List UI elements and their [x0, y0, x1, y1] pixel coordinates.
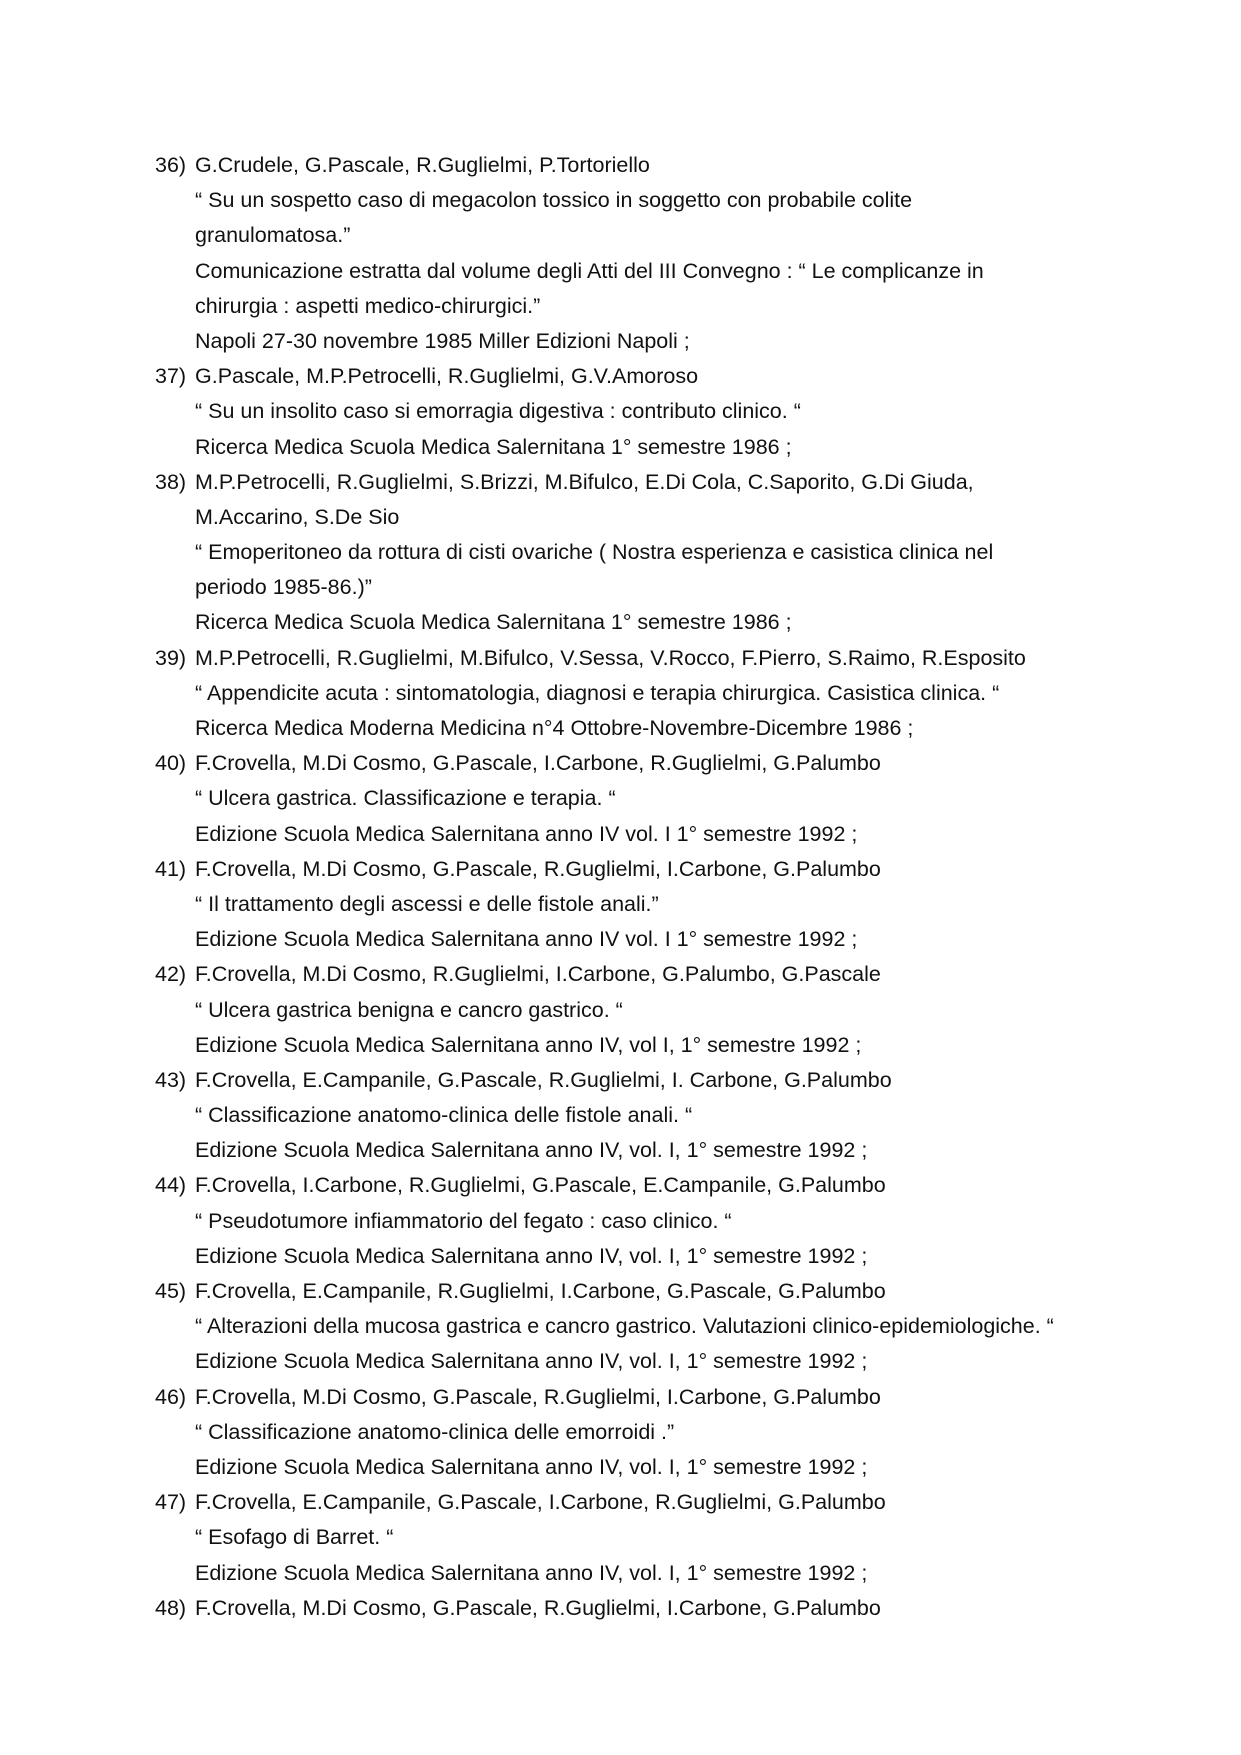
entry-number: 44) — [155, 1173, 187, 1198]
entry-authors: F.Crovella, M.Di Cosmo, G.Pascale, R.Guglielmi, I.Carbone, G.Palumbo — [195, 1595, 881, 1620]
entry-number: 41) — [155, 856, 187, 881]
entry-source: Ricerca Medica Moderna Medicina n°4 Ottobre-Novembre-Dicembre 1986 ; — [195, 716, 914, 740]
entry-title: “ Alterazioni della mucosa gastrica e cancro gastrico. Valutazioni clinico-epidemiologiche. “ — [195, 1314, 1054, 1339]
entry-number: 37) — [155, 364, 187, 389]
entry-number: 47) — [155, 1490, 187, 1515]
entry-title: “ Su un sospetto caso di megacolon tossico in soggetto con probabile colite — [195, 188, 913, 213]
entry-title: “ Emoperitoneo da rottura di cisti ovariche ( Nostra esperienza e casistica clinica nel — [195, 540, 994, 565]
entry-authors: F.Crovella, E.Campanile, R.Guglielmi, I.Carbone, G.Pascale, G.Palumbo — [195, 1279, 886, 1303]
entry-authors: G.Pascale, M.P.Petrocelli, R.Guglielmi, G.V.Amoroso — [195, 364, 699, 389]
entry-title: “ Ulcera gastrica benigna e cancro gastrico. “ — [195, 997, 623, 1022]
entry-source: Edizione Scuola Medica Salernitana anno IV, vol. I, 1° semestre 1992 ; — [195, 1243, 868, 1268]
entry-authors: F.Crovella, I.Carbone, R.Guglielmi, G.Pascale, E.Campanile, G.Palumbo — [195, 1173, 886, 1198]
entry-number: 40) — [155, 751, 187, 776]
entry-number: 43) — [155, 1067, 187, 1092]
entry-title: “ Esofago di Barret. “ — [195, 1525, 394, 1550]
entry-source: Ricerca Medica Scuola Medica Salernitana 1° semestre 1986 ; — [195, 610, 792, 635]
entry-number: 45) — [155, 1279, 187, 1303]
publication-list — [0, 148, 1241, 1626]
entry-authors: F.Crovella, E.Campanile, G.Pascale, R.Guglielmi, I. Carbone, G.Palumbo — [195, 1067, 892, 1092]
entry-title: “ Su un insolito caso si emorragia digestiva : contributo clinico. “ — [195, 399, 801, 424]
entry-title: “ Ulcera gastrica. Classificazione e terapia. “ — [195, 786, 616, 811]
entry-number: 46) — [155, 1384, 187, 1409]
entry-publisher: Napoli 27-30 novembre 1985 Miller Edizioni Napoli ; — [195, 328, 690, 353]
publication-entry — [0, 852, 1241, 958]
entry-authors: F.Crovella, M.Di Cosmo, R.Guglielmi, I.Carbone, G.Palumbo, G.Pascale — [195, 962, 881, 987]
publication-entry — [0, 1485, 1241, 1591]
publication-entry — [0, 641, 1241, 747]
entry-source: Edizione Scuola Medica Salernitana anno IV, vol. I, 1° semestre 1992 ; — [195, 1560, 868, 1585]
publication-entry — [0, 746, 1241, 852]
entry-source: Edizione Scuola Medica Salernitana anno IV, vol. I, 1° semestre 1992 ; — [195, 1349, 868, 1374]
entry-authors-continued: M.Accarino, S.De Sio — [195, 504, 400, 529]
publication-entry — [0, 1591, 1241, 1626]
entry-title-continued: periodo 1985-86.)” — [195, 575, 372, 600]
entry-authors: F.Crovella, M.Di Cosmo, G.Pascale, I.Carbone, R.Guglielmi, G.Palumbo — [195, 751, 881, 776]
entry-source: Edizione Scuola Medica Salernitana anno IV, vol. I, 1° semestre 1992 ; — [195, 1138, 868, 1163]
entry-number: 38) — [155, 469, 187, 494]
entry-number: 42) — [155, 962, 187, 987]
entry-source: Ricerca Medica Scuola Medica Salernitana 1° semestre 1986 ; — [195, 434, 792, 459]
publication-entry — [0, 148, 1241, 359]
entry-source-continued: chirurgia : aspetti medico-chirurgici.” — [195, 293, 541, 318]
publication-entry — [0, 1380, 1241, 1486]
entry-source: Edizione Scuola Medica Salernitana anno IV vol. I 1° semestre 1992 ; — [195, 821, 858, 846]
entry-source: Edizione Scuola Medica Salernitana anno IV, vol I, 1° semestre 1992 ; — [195, 1032, 862, 1057]
publication-entry — [0, 1063, 1241, 1169]
entry-authors: F.Crovella, M.Di Cosmo, G.Pascale, R.Guglielmi, I.Carbone, G.Palumbo — [195, 1384, 881, 1409]
entry-source: Edizione Scuola Medica Salernitana anno IV vol. I 1° semestre 1992 ; — [195, 927, 858, 952]
entry-number: 39) — [155, 645, 187, 670]
entry-title-continued: granulomatosa.” — [195, 223, 351, 248]
publication-entry — [0, 957, 1241, 1063]
entry-title: “ Classificazione anatomo-clinica delle fistole anali. “ — [195, 1103, 693, 1128]
entry-authors: M.P.Petrocelli, R.Guglielmi, M.Bifulco, V.Sessa, V.Rocco, F.Pierro, S.Raimo, R.Esposito — [195, 645, 1026, 670]
entry-authors: M.P.Petrocelli, R.Guglielmi, S.Brizzi, M.Bifulco, E.Di Cola, C.Saporito, G.Di Giuda, — [195, 469, 974, 494]
entry-authors: F.Crovella, E.Campanile, G.Pascale, I.Carbone, R.Guglielmi, G.Palumbo — [195, 1490, 886, 1515]
entry-source: Comunicazione estratta dal volume degli Atti del III Convegno : “ Le complicanze in — [195, 258, 984, 283]
entry-authors: F.Crovella, M.Di Cosmo, G.Pascale, R.Guglielmi, I.Carbone, G.Palumbo — [195, 856, 881, 881]
entry-title: “ Il trattamento degli ascessi e delle fistole anali.” — [195, 891, 659, 916]
publication-entry — [0, 1274, 1241, 1380]
entry-authors: G.Crudele, G.Pascale, R.Guglielmi, P.Tortoriello — [195, 153, 650, 177]
publication-entry — [0, 359, 1241, 465]
publication-entry — [0, 1168, 1241, 1274]
entry-title: “ Appendicite acuta : sintomatologia, diagnosi e terapia chirurgica. Casistica clinica. “ — [195, 680, 1000, 705]
publication-entry — [0, 465, 1241, 641]
entry-source: Edizione Scuola Medica Salernitana anno IV, vol. I, 1° semestre 1992 ; — [195, 1454, 868, 1479]
entry-title: “ Pseudotumore infiammatorio del fegato : caso clinico. “ — [195, 1208, 732, 1233]
entry-title: “ Classificazione anatomo-clinica delle emorroidi .” — [195, 1419, 675, 1444]
entry-number: 48) — [155, 1595, 187, 1620]
entry-number: 36) — [155, 153, 187, 177]
